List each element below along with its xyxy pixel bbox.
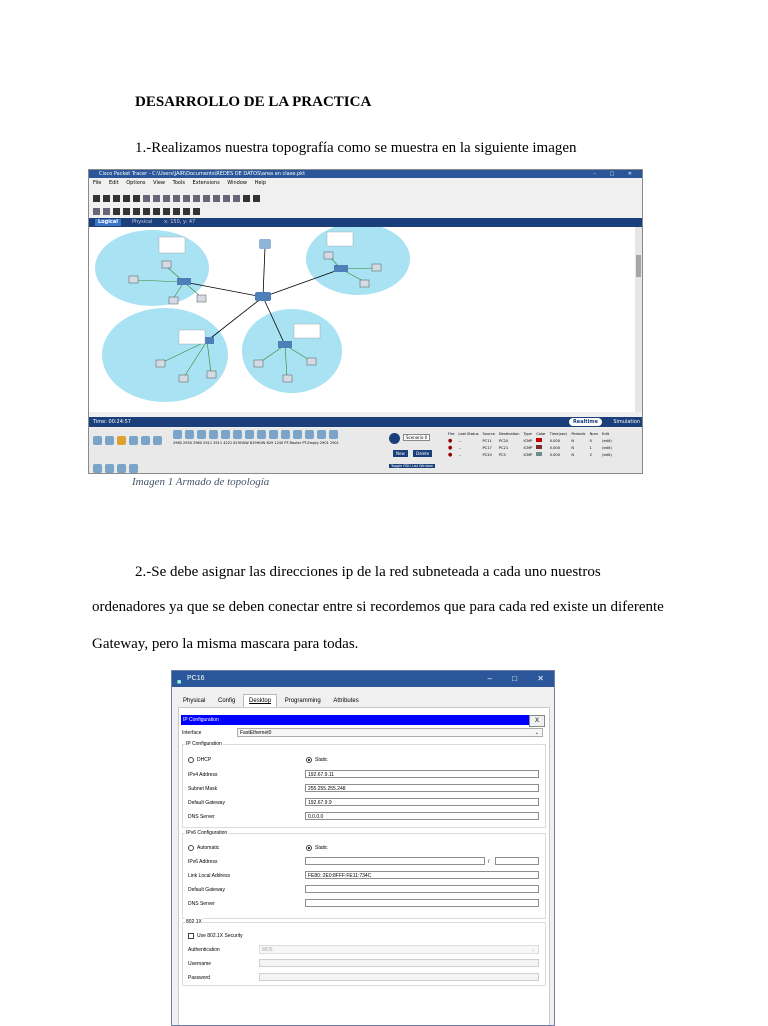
- pt-main-toolbar: [93, 188, 263, 198]
- ipv6-address-label: IPv6 Address: [188, 859, 218, 865]
- device-label: 2960: [173, 441, 182, 445]
- step-2-line-2: ordenadores ya que se deben conectar entre si recordemos que para cada red existe un diferente: [92, 599, 664, 615]
- ipv6-automatic-radio[interactable]: [188, 845, 194, 851]
- ipv6-group-label: IPv6 Configuration: [186, 830, 228, 836]
- link-local-field[interactable]: FE80::2E0:8FFF:FE11:734C: [305, 871, 539, 879]
- connections-category-icon[interactable]: [117, 464, 126, 473]
- link-local-label: Link Local Address: [188, 873, 230, 879]
- device-category-icons: [93, 430, 165, 449]
- dialog-title: PC16: [187, 675, 205, 682]
- device-label: 4221: [223, 441, 233, 445]
- col-num: Num: [589, 432, 599, 436]
- zoom-out-icon[interactable]: [213, 195, 220, 202]
- topology-canvas[interactable]: [89, 227, 635, 412]
- pdu-color-swatch: [536, 452, 542, 456]
- misc-category-icon[interactable]: [129, 464, 138, 473]
- scenario-delete-button[interactable]: Delete: [413, 450, 432, 457]
- pt-window-controls: – □ ✕: [593, 171, 638, 177]
- device-model-icon[interactable]: [329, 430, 338, 439]
- device-label: 2911: [213, 441, 223, 445]
- device-model-icon[interactable]: [197, 430, 206, 439]
- realtime-mode-button[interactable]: Realtime: [569, 418, 602, 426]
- tab-physical[interactable]: Physical: [132, 219, 153, 225]
- close-window-button[interactable]: ✕: [537, 674, 544, 683]
- sim-time: Time: 00:24:57: [93, 419, 131, 425]
- rectangle-tool-icon[interactable]: [153, 208, 160, 215]
- pt-window-title: Cisco Packet Tracer - C:\Users\JAIR\Documents\REDES DE DATOS\area en clase.pkt: [99, 171, 306, 177]
- packet-tracer-screenshot: [88, 169, 643, 474]
- pt-workspace-tabs: [89, 218, 642, 227]
- maximize-button[interactable]: □: [512, 674, 518, 683]
- ipv4-address-label: IPv4 Address: [188, 772, 218, 778]
- dialog-tabs: [178, 694, 365, 706]
- step-2-line-3: Gateway, pero la misma mascara para todas.: [92, 636, 359, 652]
- authentication-label: Authentication: [188, 947, 220, 953]
- chevron-down-icon: ⌄: [530, 947, 535, 953]
- device-model-icon[interactable]: [221, 430, 230, 439]
- table-row: ● -- PC11 PC20 ICMP 0.000 N 0 (edit): [448, 438, 612, 444]
- desktop-panel: [178, 707, 550, 1026]
- top-router: [259, 239, 271, 249]
- ipv4-group: [182, 741, 546, 828]
- freeform-tool-icon[interactable]: [173, 208, 180, 215]
- switch-1: [177, 278, 191, 285]
- switch-2: [334, 265, 348, 272]
- end-device-category-icons: [93, 458, 141, 474]
- network-info-icon[interactable]: [253, 195, 260, 202]
- col-edit: Edit: [602, 432, 610, 436]
- device-label: 1240: [274, 441, 284, 445]
- device-label: 2950: [183, 441, 192, 445]
- ipv4-group-label: IP Configuration: [186, 741, 222, 747]
- section-heading: DESARROLLO DE LA PRACTICA: [135, 94, 372, 110]
- complex-pdu-icon[interactable]: [193, 208, 200, 215]
- static-radio[interactable]: [306, 757, 312, 763]
- ipv6-gateway-field[interactable]: [305, 885, 539, 893]
- routers-category-icon[interactable]: [93, 436, 102, 445]
- canvas-vertical-scrollbar[interactable]: [635, 227, 642, 412]
- scenario-new-button[interactable]: New: [393, 450, 408, 457]
- pt-title-bar: [89, 170, 642, 178]
- app-icon: ■: [177, 679, 182, 686]
- dns-server-label: DNS Server: [188, 814, 215, 820]
- link-router-top: [263, 247, 265, 297]
- window-controls: [470, 671, 544, 687]
- edit-link[interactable]: (edit): [602, 439, 612, 443]
- default-gateway-field[interactable]: 192.67.9.9: [305, 798, 539, 806]
- subnet-cloud-1: [95, 230, 209, 306]
- pt-menu-view[interactable]: View: [153, 180, 166, 186]
- ipv6-address-field[interactable]: [305, 857, 485, 865]
- device-label: 2911: [203, 441, 213, 445]
- pt-menu-file[interactable]: File: [93, 180, 102, 186]
- col-fire: Fire: [448, 432, 455, 436]
- ipv6-dns-label: DNS Server: [188, 901, 215, 907]
- pt-tool-toolbar: [93, 201, 203, 211]
- device-label: 829: [266, 441, 274, 445]
- username-field[interactable]: [259, 959, 539, 967]
- device-label: 819HGW: [249, 441, 266, 445]
- pc16-dialog-screenshot: [171, 670, 555, 1026]
- device-label: 2901: [329, 441, 339, 445]
- delete-tool-icon[interactable]: [113, 208, 120, 215]
- pdu-color-swatch: [536, 445, 542, 449]
- fire-icon[interactable]: ●: [448, 445, 453, 451]
- pt-coordinates: x: 150, y: 47: [164, 219, 196, 225]
- ipv6-static-label: Static: [315, 845, 328, 851]
- pdu-table-header: [446, 431, 614, 438]
- device-model-icon[interactable]: [269, 430, 278, 439]
- username-label: Username: [188, 961, 212, 967]
- use-8021x-checkbox[interactable]: [188, 933, 194, 939]
- resize-tool-icon[interactable]: [123, 208, 130, 215]
- automatic-label: Automatic: [197, 845, 220, 851]
- edit-link[interactable]: (edit): [602, 446, 612, 450]
- device-model-labels: [173, 441, 341, 445]
- scrollbar-thumb[interactable]: [636, 255, 641, 277]
- device-model-icon[interactable]: [173, 430, 182, 439]
- minimize-button[interactable]: –: [487, 674, 492, 683]
- fire-icon[interactable]: ●: [448, 452, 453, 458]
- pt-menu-options[interactable]: Options: [126, 180, 146, 186]
- subnet-cloud-3: [102, 308, 228, 402]
- wireless-category-icon[interactable]: [129, 436, 138, 445]
- central-router: [255, 292, 271, 301]
- edit-link[interactable]: (edit): [602, 453, 612, 457]
- ipv6-prefix-field[interactable]: [495, 857, 539, 865]
- switches-category-icon[interactable]: [105, 436, 114, 445]
- palette-icon[interactable]: [223, 195, 230, 202]
- col-periodic: Periodic: [571, 432, 586, 436]
- password-field[interactable]: [259, 973, 539, 981]
- switch-4: [278, 341, 292, 348]
- default-gateway-label: Default Gateway: [188, 800, 225, 806]
- ip-config-close-button[interactable]: X: [529, 715, 545, 727]
- device-label: PT-Empty: [302, 441, 319, 445]
- device-model-icon[interactable]: [209, 430, 218, 439]
- tab-physical-pc[interactable]: Physical: [183, 698, 206, 704]
- tab-desktop[interactable]: Desktop: [243, 694, 277, 707]
- inspect-tool-icon[interactable]: [103, 208, 110, 215]
- step-2-line-1: 2.-Se debe asignar las direcciones ip de la red subneteada a cada uno nuestros: [135, 564, 601, 580]
- ipv6-gateway-label: Default Gateway: [188, 887, 225, 893]
- pt-menu-window[interactable]: Window: [227, 180, 247, 186]
- authentication-select[interactable]: [259, 945, 539, 954]
- ipv6-dns-field[interactable]: [305, 899, 539, 907]
- tab-config[interactable]: Config: [218, 698, 236, 704]
- tab-logical[interactable]: Logical: [95, 219, 121, 226]
- scenario-controls: [389, 433, 439, 469]
- dot1x-group: [182, 919, 546, 986]
- col-last-status: Last Status: [458, 432, 479, 436]
- step-1-text: 1.-Realizamos nuestra topografía como se muestra en la siguiente imagen: [135, 140, 577, 156]
- subnet-mask-label: Subnet Mask: [188, 786, 218, 792]
- scenario-info-icon[interactable]: [389, 433, 400, 444]
- device-model-icon[interactable]: [257, 430, 266, 439]
- ipv6-group: [182, 830, 546, 919]
- ip-configuration-header: IP Configuration: [181, 715, 529, 725]
- zoom-reset-icon[interactable]: [203, 195, 210, 202]
- device-model-icon[interactable]: [317, 430, 326, 439]
- device-model-icon[interactable]: [305, 430, 314, 439]
- cluster-icon[interactable]: [243, 195, 250, 202]
- table-row: ● -- PC17 PC21 ICMP 0.000 N 1 (edit): [448, 445, 612, 451]
- interface-value: FastEthernet0: [240, 730, 272, 736]
- line-tool-icon[interactable]: [143, 208, 150, 215]
- authentication-value: MD5: [262, 947, 273, 953]
- use-8021x-label: Use 802.1X Security: [197, 933, 243, 939]
- scenario-select[interactable]: Scenario 0: [403, 434, 430, 441]
- pt-status-bar: [89, 417, 642, 427]
- hubs-category-icon[interactable]: [117, 436, 126, 445]
- pt-menu-edit[interactable]: Edit: [108, 180, 119, 186]
- security-category-icon[interactable]: [141, 436, 150, 445]
- interface-select[interactable]: [237, 728, 543, 737]
- device-model-icon[interactable]: [185, 430, 194, 439]
- note-tool-icon[interactable]: [133, 208, 140, 215]
- subnet-cloud-2: [306, 227, 410, 295]
- device-model-icon[interactable]: [293, 430, 302, 439]
- col-time: Time(sec): [549, 432, 568, 436]
- tab-programming[interactable]: Programming: [284, 698, 321, 704]
- dhcp-radio[interactable]: [188, 757, 194, 763]
- tab-attributes[interactable]: Attributes: [333, 698, 359, 704]
- prefix-separator: /: [488, 859, 490, 865]
- chevron-down-icon: ⌄: [534, 730, 539, 736]
- col-source: Source: [482, 432, 495, 436]
- device-model-icon[interactable]: [233, 430, 242, 439]
- device-model-list: [173, 430, 341, 445]
- pt-menu-help[interactable]: Help: [254, 180, 266, 186]
- device-and-pdu-panel: [89, 428, 642, 473]
- ellipse-tool-icon[interactable]: [163, 208, 170, 215]
- password-label: Password: [188, 975, 210, 981]
- device-template-icon[interactable]: [233, 195, 240, 202]
- ipv4-address-field[interactable]: 192.67.9.11: [305, 770, 539, 778]
- table-row: ● -- PC20 PC5 ICMP 0.000 N 2 (edit): [448, 452, 612, 458]
- dot1x-group-label: 802.1X: [186, 919, 202, 925]
- pt-menu-tools[interactable]: Tools: [172, 180, 185, 186]
- interface-label: Interface: [182, 730, 202, 736]
- pdu-event-table: [446, 431, 614, 459]
- components-category-icon[interactable]: [105, 464, 114, 473]
- col-destination: Destination: [498, 432, 520, 436]
- col-color: Color: [536, 432, 546, 436]
- pdu-color-swatch: [536, 438, 542, 442]
- device-model-icon[interactable]: [281, 430, 290, 439]
- device-label: 2960: [193, 441, 203, 445]
- fire-icon[interactable]: ●: [448, 438, 453, 444]
- ipv6-static-radio[interactable]: [306, 845, 312, 851]
- col-type: Type: [523, 432, 532, 436]
- select-tool-icon[interactable]: [93, 208, 100, 215]
- device-label: PT-Router: [284, 441, 302, 445]
- simple-pdu-icon[interactable]: [183, 208, 190, 215]
- simulation-mode-button[interactable]: Simulation: [613, 419, 640, 425]
- device-label: 2901: [319, 441, 329, 445]
- pt-menu-bar: [89, 179, 272, 187]
- dhcp-label: DHCP: [197, 757, 212, 763]
- end-devices-category-icon[interactable]: [93, 464, 102, 473]
- device-label: 819HGW: [233, 441, 249, 445]
- pt-menu-extensions[interactable]: Extensions: [192, 180, 220, 186]
- device-model-icon[interactable]: [245, 430, 254, 439]
- static-label: Static: [315, 757, 328, 763]
- figure-caption: Imagen 1 Armado de topología: [132, 476, 270, 488]
- dialog-title-bar: [172, 671, 554, 687]
- wan-emu-category-icon[interactable]: [153, 436, 162, 445]
- topology-diagram: [89, 227, 635, 412]
- dns-server-field[interactable]: 0.0.0.0: [305, 812, 539, 820]
- subnet-mask-field[interactable]: 255.255.255.248: [305, 784, 539, 792]
- toggle-pdu-list-button[interactable]: Toggle PDU List Window: [391, 464, 433, 468]
